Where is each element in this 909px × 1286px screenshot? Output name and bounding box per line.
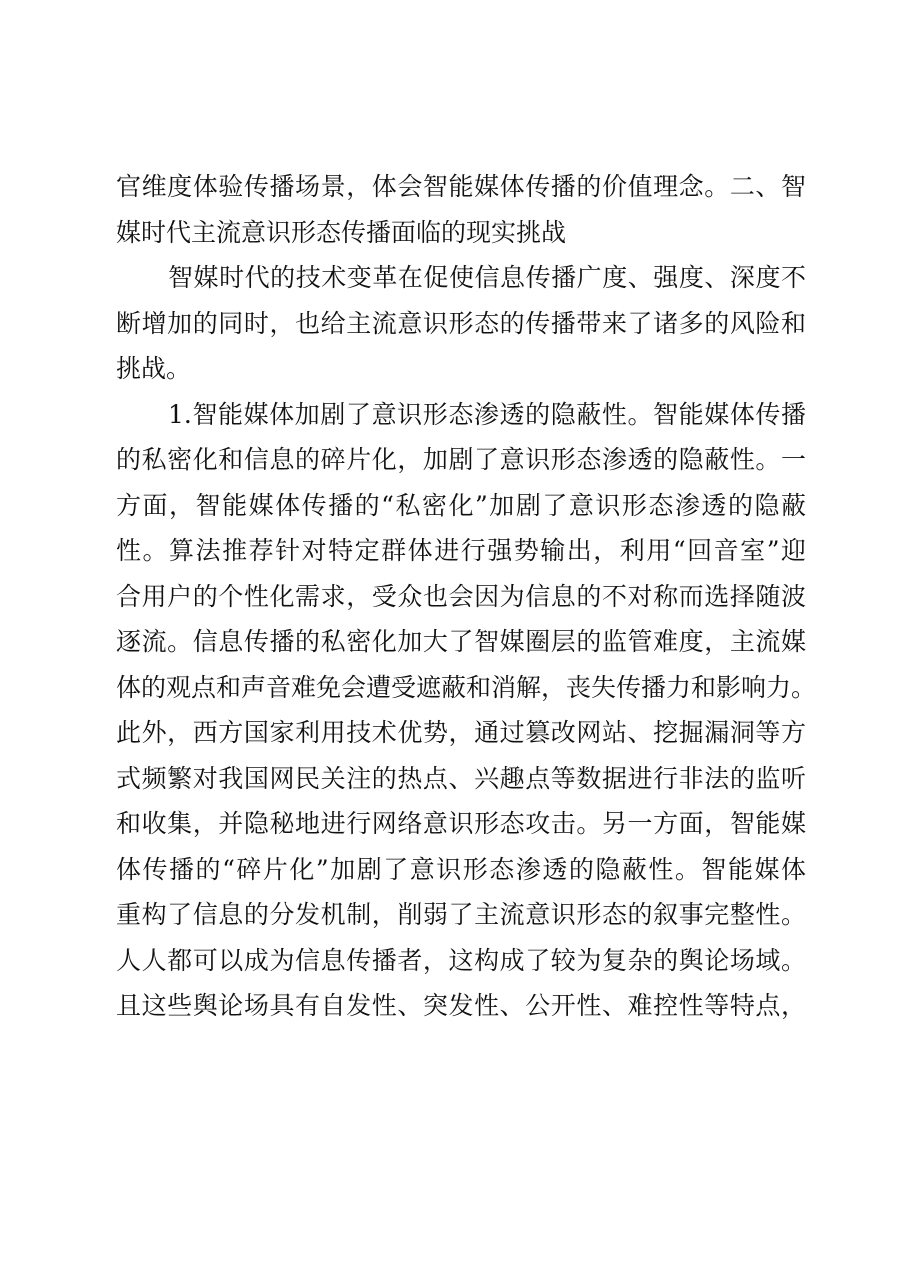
text-line: 官维度体验传播场景，体会智能媒体传播的价值理念。二、智: [116, 172, 806, 201]
text-line: 媒时代主流意识形态传播面临的现实挑战: [116, 217, 567, 247]
text-line: 此外，西方国家利用技术优势，通过篡改网站、挖掘漏洞等方: [116, 718, 806, 747]
text-line: 合用户的个性化需求，受众也会因为信息的不对称而选择随波: [116, 581, 806, 611]
text-line: 和收集，并隐秘地进行网络意识形态攻击。另一方面，智能媒: [116, 809, 806, 838]
text-line: 体的观点和声音难免会遭受遮蔽和消解，丧失传播力和影响力。: [116, 672, 817, 702]
text-line: 1.智能媒体加剧了意识形态渗透的隐蔽性。智能媒体传播: [168, 399, 806, 429]
text-line: 的私密化和信息的碎片化，加剧了意识形态渗透的隐蔽性。一: [116, 445, 806, 474]
document-body: [116, 164, 817, 1029]
text-line: 式频繁对我国网民关注的热点、兴趣点等数据进行非法的监听: [116, 763, 806, 793]
text-line: 逐流。信息传播的私密化加大了智媒圈层的监管难度，主流媒: [116, 627, 806, 656]
text-line: 重构了信息的分发机制，削弱了主流意识形态的叙事完整性。: [116, 900, 806, 929]
text-line: 方面，智能媒体传播的“私密化”加剧了意识形态渗透的隐蔽: [116, 490, 806, 520]
text-line: 体传播的“碎片化”加剧了意识形态渗透的隐蔽性。智能媒体: [116, 854, 806, 884]
text-line: 人人都可以成为信息传播者，这构成了较为复杂的舆论场域。: [116, 945, 806, 975]
text-line: 且这些舆论场具有自发性、突发性、公开性、难控性等特点，: [116, 991, 806, 1020]
text-line: 性。算法推荐针对特定群体进行强势输出，利用“回音室”迎: [116, 536, 806, 565]
text-line: 挑战。: [116, 354, 192, 383]
text-line: 断增加的同时，也给主流意识形态的传播带来了诸多的风险和: [116, 308, 806, 338]
text-line: 智媒时代的技术变革在促使信息传播广度、强度、深度不: [168, 263, 806, 292]
